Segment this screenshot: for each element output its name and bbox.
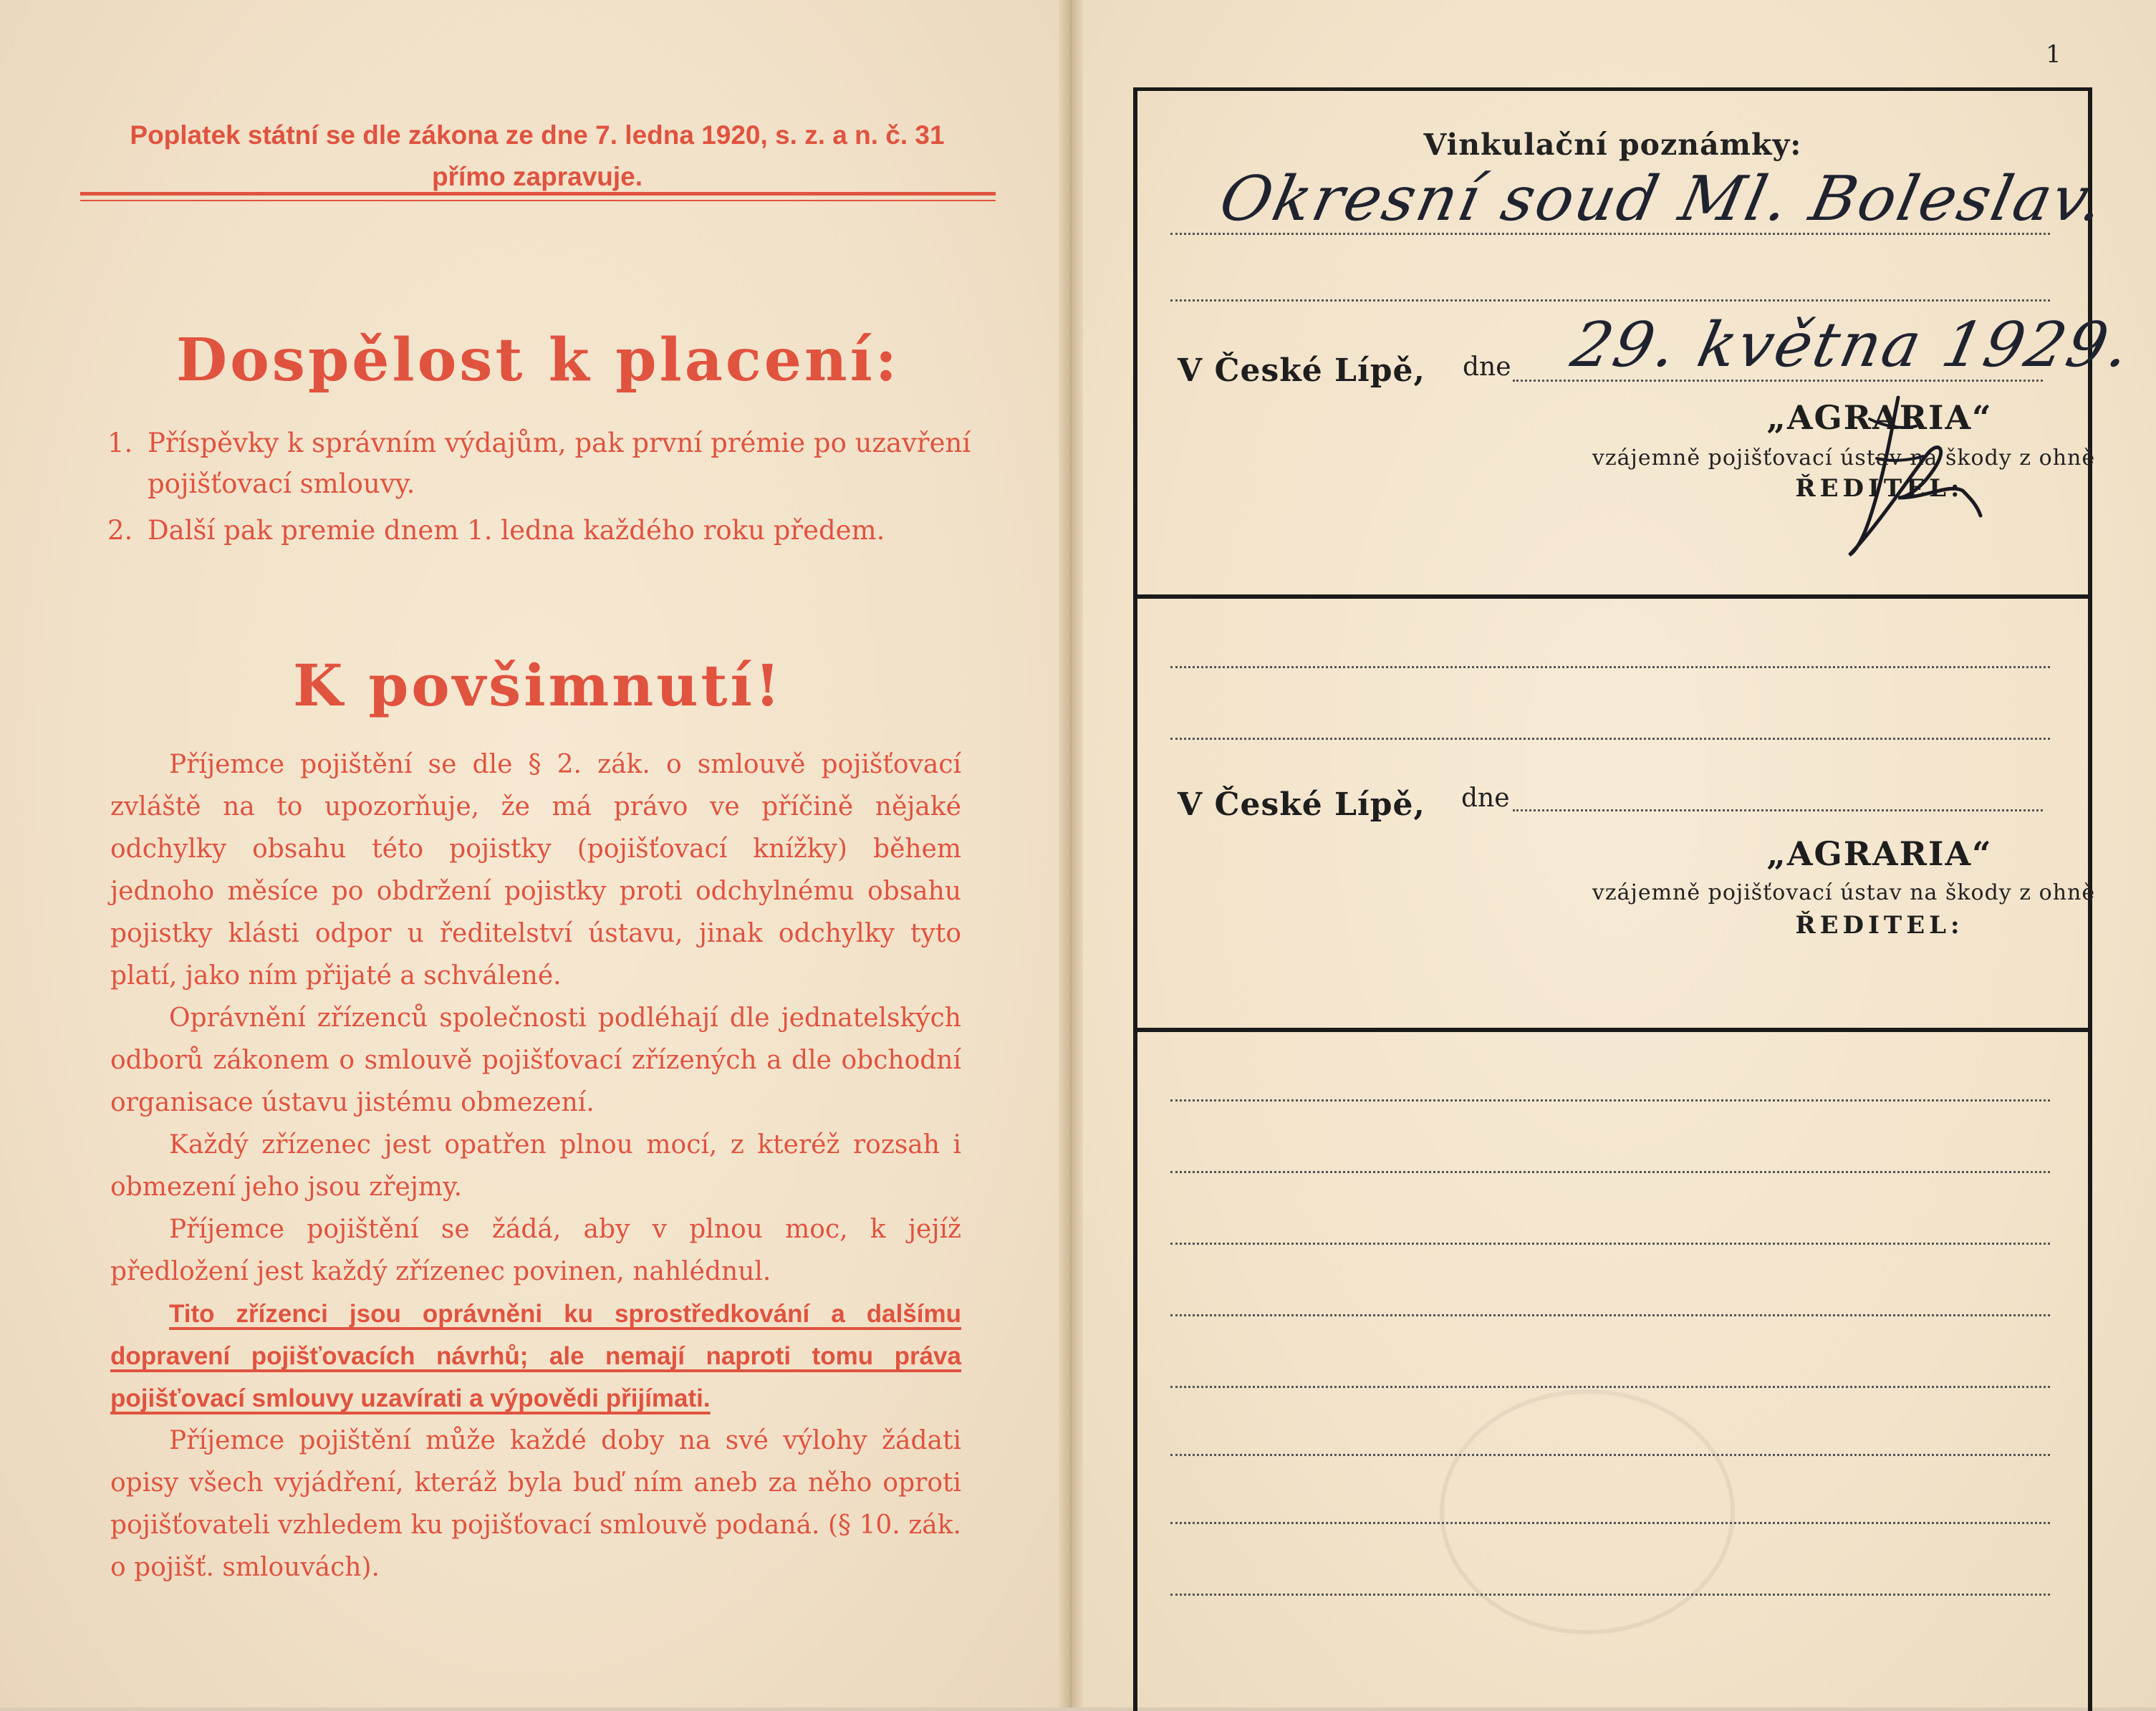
due-heading: Dospělost k placení: [175, 326, 900, 395]
fee-divider-top [80, 192, 996, 196]
director-signature-mark [1784, 390, 1984, 562]
list-item [107, 423, 996, 504]
faint-stamp-mark [1440, 1389, 1735, 1634]
list-item-text: Další pak premie dnem 1. ledna každého roku předem. [148, 515, 885, 546]
company-subtitle: vzájemně pojišťovací ústav na škody z ohně [1592, 445, 2096, 471]
place-label: V České Lípě, [1178, 352, 1425, 389]
notice-warning [110, 1293, 961, 1420]
handwritten-date: 29. května 1929. [1565, 309, 2139, 381]
date-line [1513, 809, 2043, 811]
state-fee-notice [79, 115, 996, 198]
due-list [107, 423, 996, 556]
page-number: 1 [2046, 40, 2061, 69]
section-divider-1 [1133, 594, 2092, 599]
notice-paragraph-1: Příjemce pojištění se dle § 2. zák. o smlouvě pojišťovací zvláště na to upozorňuje, že má právo ve příčině nějaké odchylky obsahu této pojistky (pojišťovací knížky) během jednoho měsíce po obdržení pojistky proti odchylnému obsahu pojistky klásti odpor u ředitelství ústavu, jinak odchylky tyto platí, jako ním přijaté a schválené. [110, 750, 961, 991]
list-item-number: 1. [107, 428, 133, 458]
entry-line [1170, 1099, 2050, 1102]
entry-line [1170, 1243, 2050, 1245]
notice-body [110, 743, 961, 1589]
entry-line [1170, 1171, 2050, 1173]
notice-paragraph-4: Příjemce pojištění se žádá, aby v plnou moc, k jejíž předložení jest každý zřízenec povinen, nahlédnul. [110, 1215, 961, 1286]
entry-line [1170, 1386, 2050, 1388]
place-label: V České Lípě, [1178, 786, 1425, 823]
vinculation-title: Vinkulační poznámky: [1423, 127, 1802, 162]
notice-warning-text: Tito zřízenci jsou oprávněni ku sprostředkování a dalšímu dopravení pojišťovacích návrhů; ale nemají naproti tomu práva pojišťovací smlouvy uzavírati a výpovědi přijímati. [110, 1300, 961, 1412]
director-label: ŘEDITEL: [1795, 911, 1964, 940]
entry-line [1170, 666, 2050, 668]
director-label: ŘEDITEL: [1795, 474, 1964, 503]
section-divider-2 [1133, 1028, 2092, 1032]
company-subtitle: vzájemně pojišťovací ústav na škody z ohně [1592, 880, 2096, 905]
entry-line [1170, 233, 2050, 235]
fee-notice-line-1: Poplatek státní se dle zákona ze dne 7. ledna 1920, s. z. a n. č. 31 [130, 120, 945, 150]
list-item-number: 2. [107, 515, 133, 546]
entry-line [1170, 1314, 2050, 1316]
notice-heading: K povšimnutí! [292, 652, 784, 719]
fee-divider-bottom [80, 200, 996, 201]
notice-paragraph-6: Příjemce pojištění může každé doby na své výlohy žádati opisy všech vyjádření, kteráž byla buď ním aneb za něho oproti pojišťovateli vzhledem ku pojišťovací smlouvě podaná. (§ 10. zák. o pojišť. smlouvách). [110, 1426, 961, 1582]
list-item-text: Příspěvky k správním výdajům, pak první prémie po uzavření pojišťovací smlouvy. [148, 428, 971, 499]
company-name: „AGRARIA“ [1766, 398, 1993, 437]
book-gutter [1059, 0, 1083, 1707]
entry-line [1170, 738, 2050, 740]
list-item [107, 510, 996, 551]
notice-paragraph-3: Každý zřízenec jest opatřen plnou mocí, z kteréž rozsah i obmezení jeho jsou zřejmy. [110, 1130, 961, 1202]
date-label: dne [1463, 352, 1511, 382]
notice-paragraph-2: Oprávnění zřízenců společnosti podléhají dle jednatelských odborů zákonem o smlouvě pojišťovací zřízených a dle obchodní organisace ústavu jistému obmezení. [110, 1003, 961, 1117]
entry-line [1170, 299, 2050, 302]
fee-notice-line-2: přímo zapravuje. [431, 162, 643, 191]
company-name: „AGRARIA“ [1766, 834, 1993, 873]
handwritten-court-entry: Okresní soud Ml. Boleslav. [1213, 163, 2112, 235]
date-label: dne [1461, 784, 1510, 813]
